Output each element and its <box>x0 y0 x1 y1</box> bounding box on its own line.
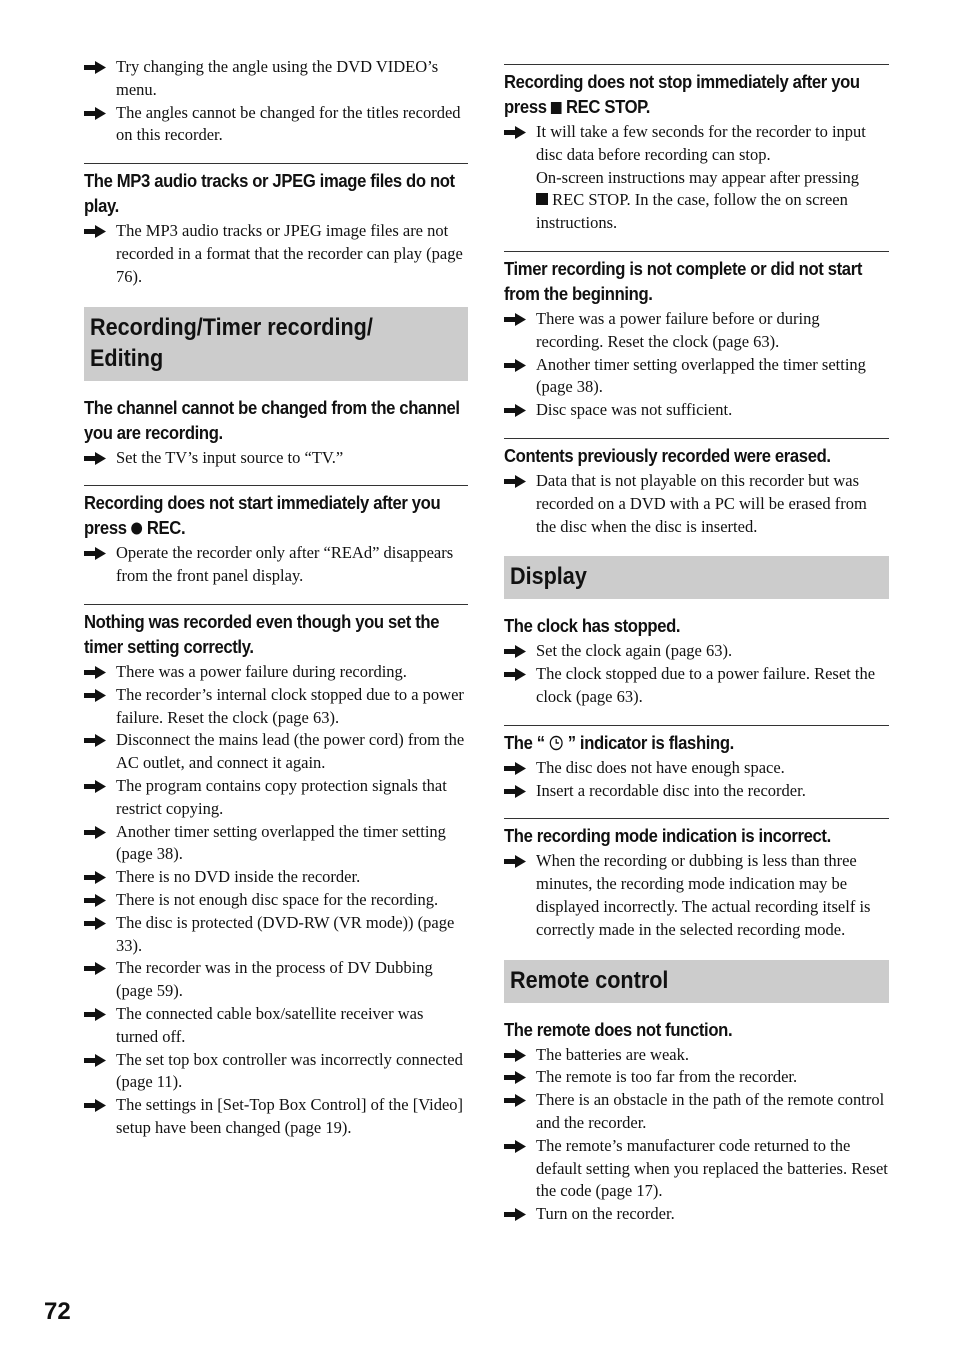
arrow-right-icon <box>504 762 526 775</box>
arrow-right-icon <box>84 689 106 702</box>
answer-item <box>504 757 889 780</box>
answer-item <box>84 220 468 288</box>
left-column <box>84 56 468 1156</box>
arrow-right-icon <box>504 1208 526 1221</box>
answer-item <box>504 780 889 803</box>
answer-item <box>84 821 468 867</box>
answer-item <box>504 663 889 709</box>
answer-item <box>504 1089 889 1135</box>
remote-entry <box>504 1017 889 1226</box>
clock-items <box>504 640 889 708</box>
channel-question: The channel cannot be changed from the channel you are recording. <box>84 396 460 443</box>
channel-entry <box>84 395 468 470</box>
section-remote-title: Remote control <box>510 966 669 994</box>
answer-item <box>84 1094 468 1140</box>
arrow-right-icon <box>84 826 106 839</box>
rec-start-entry <box>84 485 468 588</box>
answer-item <box>504 1044 889 1067</box>
answer-item <box>84 56 468 102</box>
answer-text: There was a power failure during recording. <box>116 661 407 681</box>
nothing-question: Nothing was recorded even though you set the timer setting correctly. <box>84 610 440 657</box>
rec-stop-note: On-screen instructions may appear after pressing REC STOP. In the case, follow the on screen instructions. <box>536 167 860 233</box>
right-column <box>504 64 889 1242</box>
arrow-right-icon <box>84 666 106 679</box>
answer-text: Another timer setting overlapped the timer setting (page 38). <box>116 821 446 864</box>
section-display <box>504 556 889 599</box>
answer-text: There is no DVD inside the recorder. <box>116 867 361 887</box>
answer-item <box>84 684 468 730</box>
answer-text: Data that is not playable on this recorder but was recorded on a DVD with a PC will be erased from the disc when the disc is inserted. <box>536 470 867 536</box>
section-recording-title: Recording/Timer recording/ Editing <box>90 313 373 372</box>
answer-text: There was a power failure before or during recording. Reset the clock (page 63). <box>536 308 820 351</box>
mp3-question: The MP3 audio tracks or JPEG image files do not play. <box>84 170 455 217</box>
answer-text: The recorder’s internal clock stopped due to a power failure. Reset the clock (page 63). <box>116 684 464 727</box>
answer-text: The MP3 audio tracks or JPEG image files are not recorded in a format that the recorder can play (page 76). <box>116 221 463 286</box>
mode-question: The recording mode indication is incorrect. <box>504 825 831 847</box>
answer-item <box>504 1066 889 1089</box>
answer-item <box>504 121 889 167</box>
answer-text: The remote is too far from the recorder. <box>536 1067 798 1087</box>
mode-items <box>504 850 889 941</box>
answer-item <box>504 1203 889 1226</box>
answer-text: Turn on the recorder. <box>536 1204 675 1224</box>
nothing-items <box>84 661 468 1140</box>
section-display-title: Display <box>510 563 587 591</box>
answer-text: When the recording or dubbing is less than three minutes, the recording mode indication may be displayed incorrectly. The actual recording itself is correctly made in the selected recording mode. <box>536 851 871 939</box>
rec-circle-icon <box>131 522 143 535</box>
arrow-right-icon <box>504 855 526 868</box>
timer-entry <box>504 251 889 422</box>
answer-text: The disc does not have enough space. <box>536 757 785 777</box>
arrow-right-icon <box>84 1099 106 1112</box>
answer-text: The connected cable box/satellite receiver was turned off. <box>116 1003 424 1046</box>
mode-entry <box>504 818 889 941</box>
arrow-right-icon <box>504 126 526 139</box>
answer-text: The remote’s manufacturer code returned to the default setting when you replaced the batteries. Reset the code (page 17). <box>536 1135 888 1201</box>
arrow-right-icon <box>504 404 526 417</box>
answer-item <box>84 1003 468 1049</box>
answer-item <box>84 866 468 889</box>
answer-text: The disc is protected (DVD-RW (VR mode)) (page 33). <box>116 912 455 955</box>
answer-item <box>84 1049 468 1095</box>
arrow-right-icon <box>84 547 106 560</box>
answer-text: The recorder was in the process of DV Dubbing (page 59). <box>116 958 433 1001</box>
arrow-right-icon <box>504 1071 526 1084</box>
answer-item <box>84 775 468 821</box>
channel-items <box>84 447 468 470</box>
answer-text: The program contains copy protection signals that restrict copying. <box>116 775 447 818</box>
answer-item <box>84 957 468 1003</box>
answer-text: Try changing the angle using the DVD VIDEO’s menu. <box>116 57 439 99</box>
answer-item <box>84 729 468 775</box>
rec-stop-question: Recording does not stop immediately after you press REC STOP. <box>504 71 860 117</box>
remote-items <box>504 1044 889 1226</box>
arrow-right-icon <box>504 1140 526 1153</box>
arrow-right-icon <box>84 1054 106 1067</box>
answer-item <box>504 399 889 422</box>
erased-entry <box>504 438 889 538</box>
arrow-right-icon <box>84 780 106 793</box>
answer-item <box>504 1135 889 1203</box>
arrow-right-icon <box>84 962 106 975</box>
timer-items <box>504 308 889 422</box>
arrow-right-icon <box>504 785 526 798</box>
clock-question: The clock has stopped. <box>504 615 681 637</box>
answer-text: Insert a recordable disc into the recorder. <box>536 780 806 800</box>
arrow-right-icon <box>84 61 106 74</box>
answer-text: Disc space was not sufficient. <box>536 400 733 420</box>
arrow-right-icon <box>504 475 526 488</box>
arrow-right-icon <box>84 452 106 465</box>
timer-question: Timer recording is not complete or did not start from the beginning. <box>504 257 863 304</box>
page-number: 72 <box>44 1298 71 1325</box>
mp3-items <box>84 220 468 288</box>
stop-square-icon <box>536 193 548 205</box>
stop-square-icon <box>551 102 562 114</box>
section-recording <box>84 307 468 381</box>
arrow-right-icon <box>504 359 526 372</box>
answer-item <box>84 889 468 912</box>
clock-timer-icon <box>549 735 563 751</box>
indicator-question: The “ ” indicator is flashing. <box>504 731 734 753</box>
indicator-entry <box>504 725 889 803</box>
rec-start-items <box>84 542 468 588</box>
arrow-right-icon <box>84 871 106 884</box>
answer-item <box>504 640 889 663</box>
rec-stop-entry <box>504 64 889 235</box>
answer-item <box>84 912 468 958</box>
answer-item <box>84 447 468 470</box>
rec-start-question: Recording does not start immediately after you press REC. <box>84 492 441 539</box>
remote-question: The remote does not function. <box>504 1018 733 1040</box>
answer-text: Disconnect the mains lead (the power cord) from the AC outlet, and connect it again. <box>116 730 465 773</box>
answer-text: The set top box controller was incorrectly connected (page 11). <box>116 1049 463 1092</box>
answer-item <box>504 308 889 354</box>
arrow-right-icon <box>504 1094 526 1107</box>
answer-item <box>504 354 889 400</box>
answer-text: The clock stopped due to a power failure. Reset the clock (page 63). <box>536 664 876 706</box>
arrow-right-icon <box>504 668 526 681</box>
angle-entry <box>84 56 468 147</box>
rec-stop-items <box>504 121 889 167</box>
angle-items <box>84 56 468 147</box>
answer-item <box>504 850 889 941</box>
answer-text: The settings in [Set-Top Box Control] of the [Video] setup have been changed (page 19). <box>116 1095 464 1137</box>
arrow-right-icon <box>84 894 106 907</box>
erased-question: Contents previously recorded were erased. <box>504 444 831 466</box>
answer-text: There is an obstacle in the path of the remote control and the recorder. <box>536 1090 885 1132</box>
answer-item <box>84 102 468 148</box>
answer-text: It will take a few seconds for the recorder to input disc data before recording can stop. <box>536 122 866 164</box>
arrow-right-icon <box>84 225 106 238</box>
answer-text: There is not enough disc space for the recording. <box>116 889 439 909</box>
arrow-right-icon <box>504 313 526 326</box>
erased-items <box>504 470 889 538</box>
answer-text: Another timer setting overlapped the timer setting (page 38). <box>536 354 866 397</box>
mp3-entry <box>84 163 468 288</box>
answer-text: Set the clock again (page 63). <box>536 641 733 661</box>
arrow-right-icon <box>84 107 106 120</box>
arrow-right-icon <box>84 734 106 747</box>
answer-text: The angles cannot be changed for the titles recorded on this recorder. <box>116 102 461 145</box>
section-remote <box>504 960 889 1003</box>
answer-item <box>84 661 468 684</box>
nothing-entry <box>84 604 468 1140</box>
answer-item <box>504 470 889 538</box>
answer-text: The batteries are weak. <box>536 1044 689 1064</box>
answer-text: Operate the recorder only after “REAd” disappears from the front panel display. <box>116 543 454 586</box>
answer-text: Set the TV’s input source to “TV.” <box>116 447 344 467</box>
arrow-right-icon <box>504 1049 526 1062</box>
clock-entry <box>504 613 889 708</box>
indicator-items <box>504 757 889 803</box>
arrow-right-icon <box>84 1008 106 1021</box>
arrow-right-icon <box>84 917 106 930</box>
answer-item <box>84 542 468 588</box>
arrow-right-icon <box>504 645 526 658</box>
